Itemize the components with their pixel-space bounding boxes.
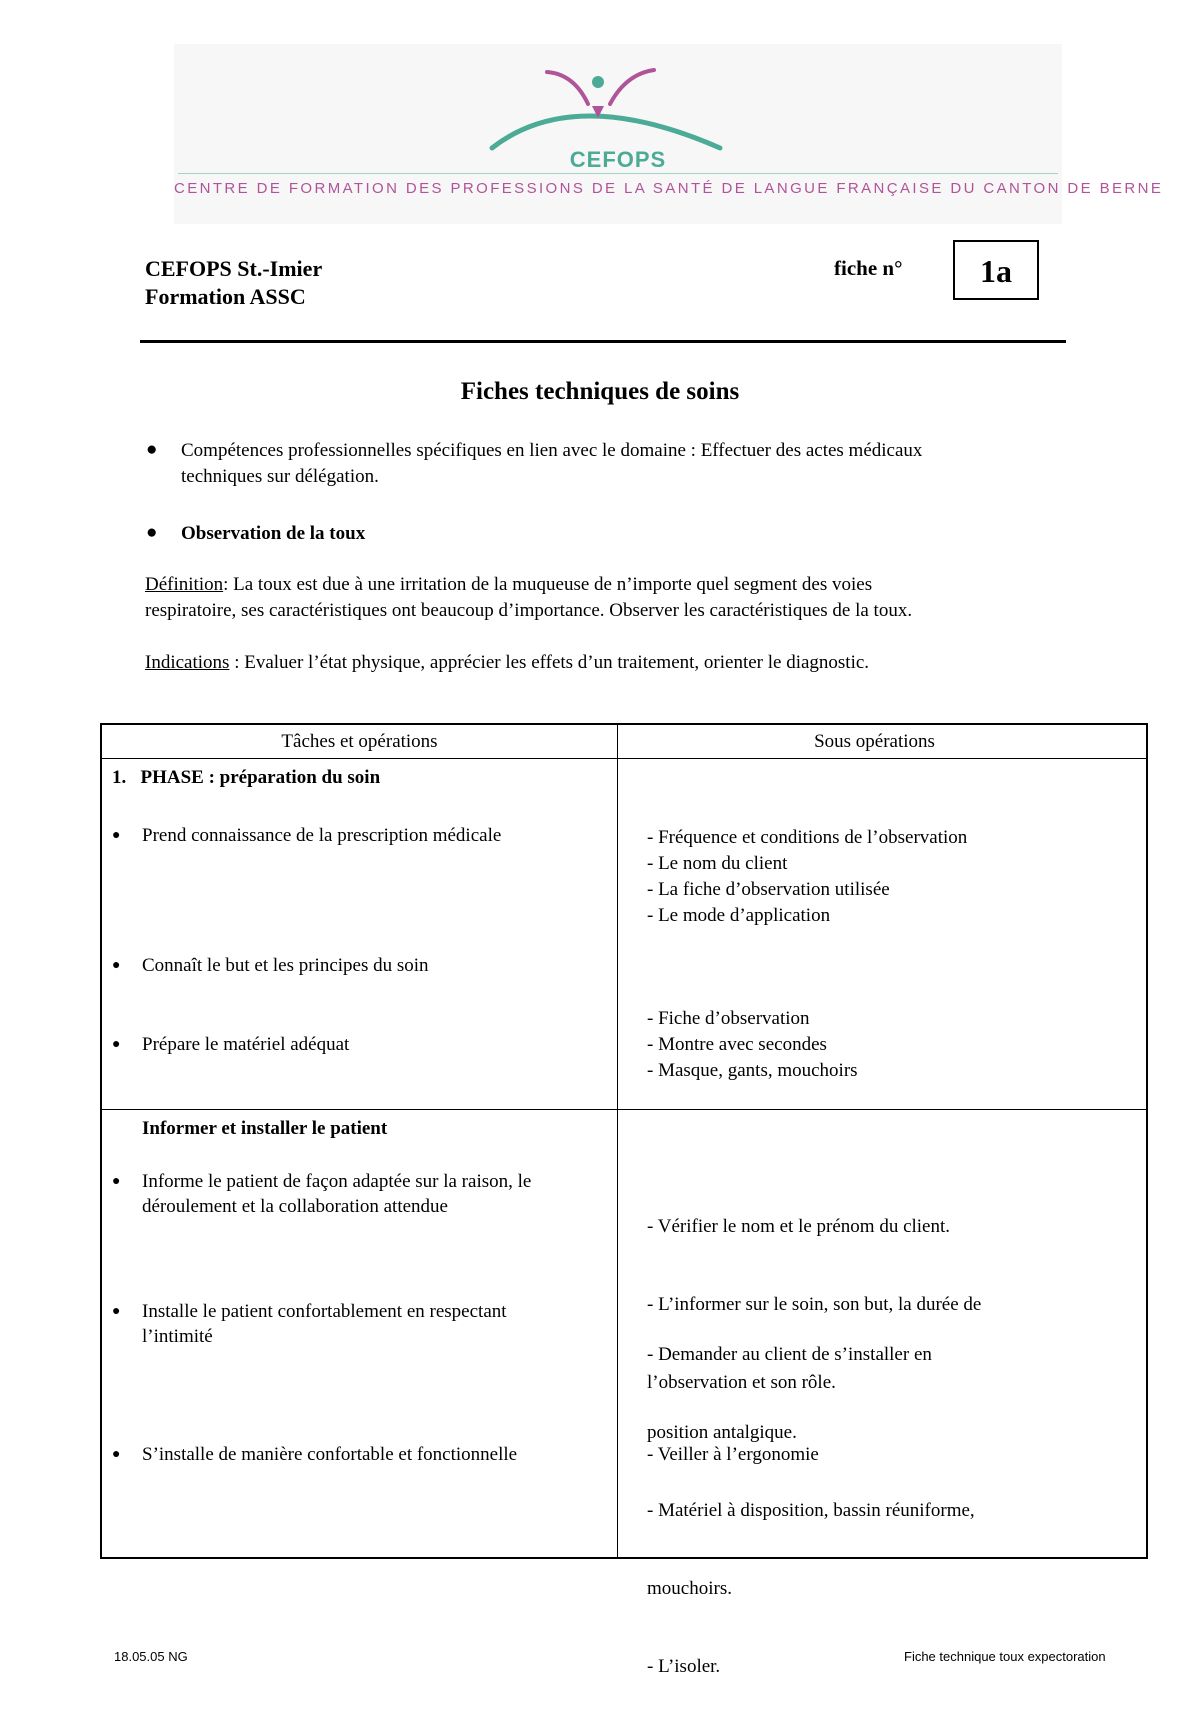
- task-text: déroulement et la collaboration attendue: [142, 1196, 448, 1217]
- bullet-icon: ●: [112, 958, 121, 973]
- suboperation: - Montre avec secondes: [647, 1034, 827, 1055]
- suboperation: - La fiche d’observation utilisée: [647, 879, 890, 900]
- task-text: Prend connaissance de la prescription médicale: [142, 825, 502, 846]
- logo-subtitle: CENTRE DE FORMATION DES PROFESSIONS DE LA SANTÉ DE LANGUE FRANÇAISE DU CANTON DE BERNE: [174, 180, 1164, 197]
- suboperation: - Veiller à l’ergonomie: [647, 1444, 819, 1465]
- task-text: Informe le patient de façon adaptée sur la raison, le: [142, 1171, 532, 1192]
- fiche-number: 1a: [953, 240, 1039, 300]
- task-item: [112, 1169, 602, 1219]
- task-text: Prépare le matériel adéquat: [142, 1034, 350, 1055]
- section-divider: [102, 1109, 1146, 1110]
- suboperation: - Le nom du client: [647, 853, 788, 874]
- definition-text-1: : La toux est due à une irritation de la muqueuse de n’importe quel segment des voies: [223, 574, 873, 595]
- suboperation: - Le mode d’application: [647, 905, 831, 926]
- footer-document-name: Fiche technique toux expectoration: [904, 1649, 1106, 1664]
- column-divider: [617, 725, 618, 1557]
- document-title: Fiches techniques de soins: [460, 378, 740, 405]
- column-header-suboperations: Sous opérations: [814, 731, 935, 752]
- bullet-icon: ●: [112, 1304, 121, 1319]
- task-item: [112, 1299, 602, 1349]
- suboperations-list: [647, 825, 967, 929]
- suboperation: l’observation et son rôle.: [647, 1372, 836, 1393]
- institution-name: CEFOPS St.-Imier: [145, 256, 323, 281]
- competences-line-2: techniques sur délégation.: [181, 466, 379, 487]
- task-item: [112, 823, 502, 848]
- task-text: S’installe de manière confortable et fonctionnelle: [142, 1444, 518, 1465]
- logo-name: CEFOPS: [569, 147, 667, 172]
- logo-arc: [492, 116, 720, 148]
- suboperation: - Matériel à disposition, bassin réuniforme,: [647, 1500, 975, 1521]
- indications-section: [145, 650, 1085, 676]
- header-row-divider: [102, 758, 1146, 759]
- bullet-icon: ●: [112, 828, 121, 843]
- observation-heading: Observation de la toux: [181, 523, 366, 544]
- cefops-logo: [174, 44, 1164, 224]
- bullet-icon: ●: [146, 522, 158, 543]
- suboperations-list: [647, 1442, 819, 1468]
- observation-bullet: [146, 521, 365, 547]
- logo-divider: [178, 173, 1058, 174]
- logo-figure-left-arm: [547, 72, 588, 104]
- bullet-icon: ●: [112, 1037, 121, 1052]
- program-name: Formation ASSC: [145, 284, 306, 309]
- task-text: Connaît le but et les principes du soin: [142, 955, 429, 976]
- task-text: Installe le patient confortablement en respectant: [142, 1301, 507, 1322]
- suboperation: - Vérifier le nom et le prénom du client.: [647, 1216, 951, 1237]
- header-divider: [140, 340, 1066, 343]
- phase-1-title: 1. PHASE : préparation du soin: [112, 767, 381, 788]
- suboperation: - Demander au client de s’installer en: [647, 1344, 932, 1365]
- column-header-tasks: Tâches et opérations: [281, 731, 438, 752]
- fiche-label: fiche n°: [834, 256, 903, 280]
- suboperation: - Fiche d’observation: [647, 1008, 810, 1029]
- logo-figure-right-arm: [610, 70, 654, 104]
- suboperation: - L’informer sur le soin, son but, la durée de: [647, 1294, 982, 1315]
- definition-label: Définition: [145, 574, 224, 595]
- suboperation: position antalgique.: [647, 1422, 797, 1443]
- suboperations-list: [647, 1006, 858, 1084]
- competences-line-1: Compétences professionnelles spécifiques en lien avec le domaine : Effectuer des actes médicaux: [181, 440, 923, 461]
- suboperation: mouchoirs.: [647, 1578, 732, 1599]
- task-item: [112, 1032, 350, 1057]
- suboperation: - L’isoler.: [647, 1656, 721, 1677]
- logo-figure-head: [592, 76, 604, 88]
- task-item: [112, 1442, 518, 1467]
- logo-graphic: [174, 44, 1164, 224]
- suboperation: - Masque, gants, mouchoirs: [647, 1060, 858, 1081]
- indications-text: : Evaluer l’état physique, apprécier les effets d’un traitement, orienter le diagnostic.: [229, 652, 870, 673]
- suboperations-list: [647, 1290, 975, 1732]
- definition-text-2: respiratoire, ses caractéristiques ont beaucoup d’importance. Observer les caractéristiques de la toux.: [145, 600, 913, 621]
- task-item: [112, 953, 429, 978]
- suboperation: - Fréquence et conditions de l’observation: [647, 827, 968, 848]
- phase-2-title: Informer et installer le patient: [142, 1118, 388, 1139]
- footer-date: 18.05.05 NG: [114, 1649, 188, 1664]
- bullet-icon: ●: [112, 1447, 121, 1462]
- indications-label: Indications: [145, 652, 230, 673]
- definition-section: [145, 572, 1085, 624]
- competences-bullet: [146, 438, 1076, 490]
- bullet-icon: ●: [112, 1174, 121, 1189]
- task-text: l’intimité: [142, 1326, 213, 1347]
- bullet-icon: ●: [146, 439, 158, 460]
